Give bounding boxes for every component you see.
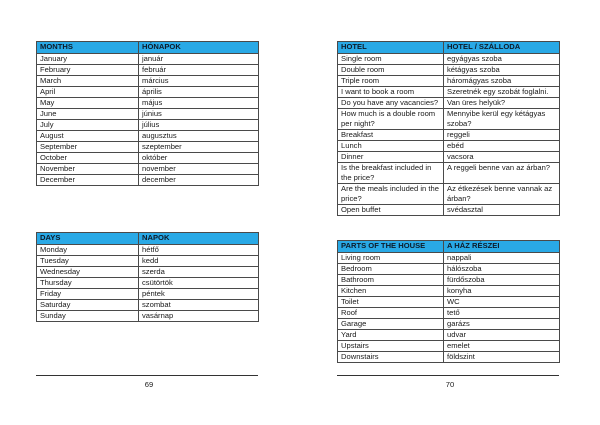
term-hu-cell: ebéd — [444, 141, 560, 152]
table-row — [338, 109, 560, 130]
table-row — [37, 131, 259, 142]
term-hu-cell: kedd — [139, 256, 259, 267]
term-hu-cell: október — [139, 153, 259, 164]
term-en-cell: Do you have any vacancies? — [338, 98, 444, 109]
term-en-cell: July — [37, 120, 139, 131]
table-row — [37, 87, 259, 98]
term-hu-cell: március — [139, 76, 259, 87]
term-en-cell: April — [37, 87, 139, 98]
term-hu-cell: péntek — [139, 289, 259, 300]
term-hu-cell: WC — [444, 297, 560, 308]
table-row — [37, 267, 259, 278]
table-row — [338, 286, 560, 297]
term-hu-cell: udvar — [444, 330, 560, 341]
term-hu-cell: Van üres helyük? — [444, 98, 560, 109]
term-en-cell: Sunday — [37, 311, 139, 322]
term-hu-cell: Mennyibe kerül egy kétágyas szoba? — [444, 109, 560, 130]
table-row — [338, 330, 560, 341]
right-footer-rule — [337, 375, 559, 376]
term-en-cell: I want to book a room — [338, 87, 444, 98]
term-hu-cell: háromágyas szoba — [444, 76, 560, 87]
table-row — [37, 245, 259, 256]
term-en-cell: September — [37, 142, 139, 153]
term-en-cell: Triple room — [338, 76, 444, 87]
term-hu-cell: A reggeli benne van az árban? — [444, 163, 560, 184]
house-header-en: PARTS OF THE HOUSE — [338, 241, 444, 253]
term-en-cell: Saturday — [37, 300, 139, 311]
term-hu-cell: szerda — [139, 267, 259, 278]
term-en-cell: Double room — [338, 65, 444, 76]
term-hu-cell: egyágyas szoba — [444, 54, 560, 65]
table-row — [37, 311, 259, 322]
term-en-cell: May — [37, 98, 139, 109]
table-header-row — [37, 233, 259, 245]
table-row — [37, 142, 259, 153]
term-en-cell: January — [37, 54, 139, 65]
days-table — [36, 232, 259, 322]
term-hu-cell: kétágyas szoba — [444, 65, 560, 76]
term-hu-cell: szombat — [139, 300, 259, 311]
table-row — [338, 275, 560, 286]
table-row — [338, 87, 560, 98]
term-en-cell: June — [37, 109, 139, 120]
term-hu-cell: november — [139, 164, 259, 175]
term-hu-cell: január — [139, 54, 259, 65]
term-en-cell: Kitchen — [338, 286, 444, 297]
table-header-row — [37, 42, 259, 54]
table-row — [338, 65, 560, 76]
term-hu-cell: nappali — [444, 253, 560, 264]
term-en-cell: Toilet — [338, 297, 444, 308]
table-row — [338, 141, 560, 152]
term-en-cell: February — [37, 65, 139, 76]
months-table — [36, 41, 259, 186]
term-hu-cell: szeptember — [139, 142, 259, 153]
left-footer-rule — [36, 375, 258, 376]
term-hu-cell: Az étkezések benne vannak az árban? — [444, 184, 560, 205]
table-row — [338, 184, 560, 205]
term-hu-cell: reggeli — [444, 130, 560, 141]
hotel-header-hu: HOTEL / SZÁLLODA — [444, 42, 560, 54]
table-row — [37, 54, 259, 65]
table-row — [338, 297, 560, 308]
table-header-row — [338, 42, 560, 54]
term-hu-cell: tető — [444, 308, 560, 319]
term-hu-cell: április — [139, 87, 259, 98]
term-en-cell: Bedroom — [338, 264, 444, 275]
table-row — [338, 253, 560, 264]
term-hu-cell: Szeretnék egy szobát foglalni. — [444, 87, 560, 98]
term-en-cell: Breakfast — [338, 130, 444, 141]
term-hu-cell: konyha — [444, 286, 560, 297]
table-row — [338, 319, 560, 330]
table-row — [338, 205, 560, 216]
term-hu-cell: december — [139, 175, 259, 186]
table-row — [338, 163, 560, 184]
term-en-cell: Roof — [338, 308, 444, 319]
term-hu-cell: hétfő — [139, 245, 259, 256]
term-hu-cell: fürdőszoba — [444, 275, 560, 286]
hotel-table — [337, 41, 560, 216]
table-row — [338, 308, 560, 319]
table-row — [37, 153, 259, 164]
term-en-cell: Yard — [338, 330, 444, 341]
term-en-cell: Wednesday — [37, 267, 139, 278]
table-row — [37, 120, 259, 131]
table-row — [338, 264, 560, 275]
term-hu-cell: vacsora — [444, 152, 560, 163]
left-page-number: 69 — [144, 380, 154, 389]
term-hu-cell: földszint — [444, 352, 560, 363]
term-en-cell: Dinner — [338, 152, 444, 163]
days-header-en: DAYS — [37, 233, 139, 245]
term-hu-cell: hálószoba — [444, 264, 560, 275]
months-header-hu: HÓNAPOK — [139, 42, 259, 54]
table-row — [338, 341, 560, 352]
term-en-cell: October — [37, 153, 139, 164]
term-en-cell: Tuesday — [37, 256, 139, 267]
term-en-cell: Monday — [37, 245, 139, 256]
table-row — [37, 98, 259, 109]
term-en-cell: Friday — [37, 289, 139, 300]
term-hu-cell: vasárnap — [139, 311, 259, 322]
table-row — [37, 256, 259, 267]
term-en-cell: How much is a double room per night? — [338, 109, 444, 130]
table-row — [37, 289, 259, 300]
term-en-cell: March — [37, 76, 139, 87]
table-row — [338, 98, 560, 109]
term-hu-cell: emelet — [444, 341, 560, 352]
term-en-cell: August — [37, 131, 139, 142]
term-en-cell: Downstairs — [338, 352, 444, 363]
term-en-cell: Garage — [338, 319, 444, 330]
table-row — [37, 109, 259, 120]
house-table — [337, 240, 560, 363]
table-row — [37, 300, 259, 311]
table-row — [37, 175, 259, 186]
term-en-cell: December — [37, 175, 139, 186]
table-header-row — [338, 241, 560, 253]
term-hu-cell: július — [139, 120, 259, 131]
term-en-cell: November — [37, 164, 139, 175]
table-row — [338, 76, 560, 87]
right-page-number: 70 — [445, 380, 455, 389]
term-hu-cell: augusztus — [139, 131, 259, 142]
table-row — [37, 65, 259, 76]
hotel-header-en: HOTEL — [338, 42, 444, 54]
table-row — [338, 130, 560, 141]
term-en-cell: Are the meals included in the price? — [338, 184, 444, 205]
term-hu-cell: február — [139, 65, 259, 76]
term-en-cell: Upstairs — [338, 341, 444, 352]
term-en-cell: Open buffet — [338, 205, 444, 216]
term-hu-cell: garázs — [444, 319, 560, 330]
term-hu-cell: svédasztal — [444, 205, 560, 216]
term-hu-cell: június — [139, 109, 259, 120]
table-row — [338, 352, 560, 363]
table-row — [338, 54, 560, 65]
term-en-cell: Thursday — [37, 278, 139, 289]
house-header-hu: A HÁZ RÉSZEI — [444, 241, 560, 253]
table-row — [37, 76, 259, 87]
table-row — [37, 164, 259, 175]
term-en-cell: Bathroom — [338, 275, 444, 286]
table-row — [37, 278, 259, 289]
term-en-cell: Lunch — [338, 141, 444, 152]
term-hu-cell: május — [139, 98, 259, 109]
days-header-hu: NAPOK — [139, 233, 259, 245]
term-en-cell: Is the breakfast included in the price? — [338, 163, 444, 184]
term-en-cell: Single room — [338, 54, 444, 65]
table-row — [338, 152, 560, 163]
months-header-en: MONTHS — [37, 42, 139, 54]
term-hu-cell: csütörtök — [139, 278, 259, 289]
term-en-cell: Living room — [338, 253, 444, 264]
